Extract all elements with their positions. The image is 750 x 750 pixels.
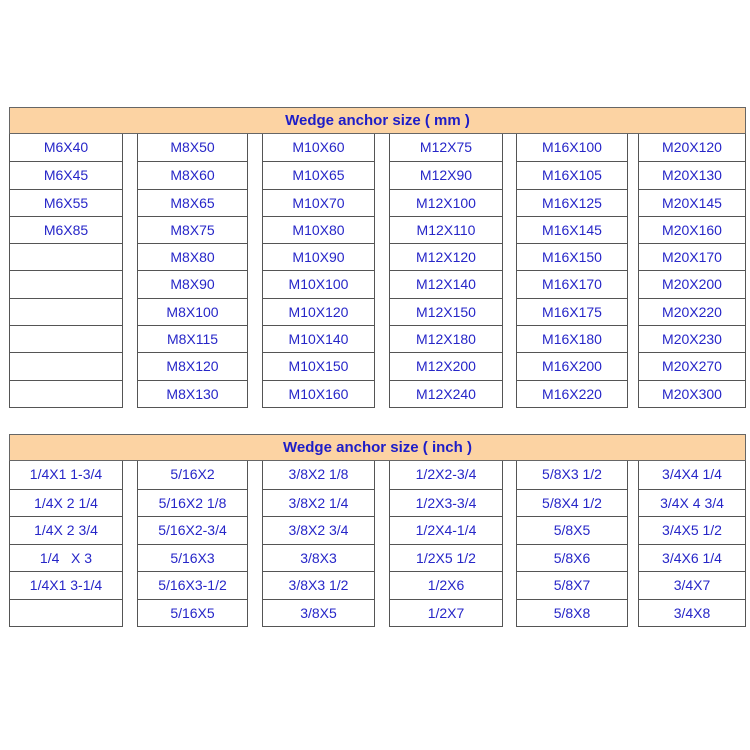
- size-cell: 1/2X2-3/4: [415, 466, 477, 482]
- size-cell: M20X220: [639, 298, 745, 325]
- size-cell: M16X100: [542, 139, 602, 155]
- size-cell: M12X120: [390, 243, 502, 270]
- inch-table-title: Wedge anchor size ( inch ): [9, 434, 746, 461]
- size-cell: M8X50: [170, 139, 215, 155]
- size-cell: 5/8X5: [517, 516, 627, 544]
- size-cell: 3/8X2 1/4: [263, 489, 374, 517]
- size-cell: M20X270: [639, 352, 745, 379]
- size-column: [389, 461, 503, 627]
- size-cell: 3/8X3 1/2: [263, 571, 374, 599]
- size-cell: 1/2X3-3/4: [390, 489, 502, 517]
- size-cell: M12X200: [390, 352, 502, 379]
- size-cell: M8X130: [138, 380, 247, 407]
- size-cell: 1/4X 2 1/4: [10, 489, 122, 517]
- size-cell: M10X100: [263, 270, 374, 297]
- size-cell: M12X180: [390, 325, 502, 352]
- size-cell: 1/2X5 1/2: [390, 544, 502, 572]
- size-cell: M16X150: [517, 243, 627, 270]
- size-cell: [10, 270, 122, 297]
- size-cell: M10X65: [263, 161, 374, 188]
- size-cell: 1/2X4-1/4: [390, 516, 502, 544]
- size-cell: 3/4X5 1/2: [639, 516, 745, 544]
- size-cell: 3/4X 4 3/4: [639, 489, 745, 517]
- size-cell: M8X60: [138, 161, 247, 188]
- size-cell: 1/4X1 1-3/4: [29, 466, 103, 482]
- size-cell: M12X110: [390, 216, 502, 243]
- size-cell: [10, 325, 122, 352]
- size-column: [262, 461, 375, 627]
- size-cell: 5/8X4 1/2: [517, 489, 627, 517]
- size-cell: M6X55: [10, 189, 122, 216]
- size-column: [9, 461, 123, 627]
- size-cell: 5/8X7: [517, 571, 627, 599]
- size-cell: M6X45: [10, 161, 122, 188]
- size-cell: [10, 243, 122, 270]
- size-cell: 1/2X6: [390, 571, 502, 599]
- size-cell: [10, 352, 122, 379]
- size-cell: [10, 380, 122, 407]
- size-column: [262, 134, 375, 408]
- size-cell: 1/2X7: [390, 599, 502, 627]
- size-cell: 1/4X1 3-1/4: [10, 571, 122, 599]
- size-cell: M20X130: [639, 161, 745, 188]
- size-cell: 3/8X2 1/8: [288, 466, 349, 482]
- size-cell: M20X300: [639, 380, 745, 407]
- size-cell: 3/4X4 1/4: [662, 466, 722, 482]
- size-cell: M20X160: [639, 216, 745, 243]
- size-cell: M10X150: [263, 352, 374, 379]
- size-cell: M12X75: [419, 139, 473, 155]
- mm-size-table: [9, 107, 746, 402]
- size-cell: M10X140: [263, 325, 374, 352]
- size-cell: 5/16X3: [138, 544, 247, 572]
- size-cell: [10, 599, 122, 627]
- size-cell: 3/8X5: [263, 599, 374, 627]
- size-cell: 3/4X7: [639, 571, 745, 599]
- size-cell: 5/8X6: [517, 544, 627, 572]
- size-cell: [10, 298, 122, 325]
- size-cell: M8X115: [138, 325, 247, 352]
- size-column: [638, 134, 746, 408]
- size-cell: 5/8X8: [517, 599, 627, 627]
- size-cell: M16X105: [517, 161, 627, 188]
- inch-size-table: [9, 434, 746, 621]
- size-cell: 5/16X2: [170, 466, 215, 482]
- size-cell: M16X200: [517, 352, 627, 379]
- size-cell: M20X200: [639, 270, 745, 297]
- size-cell: M20X145: [639, 189, 745, 216]
- size-cell: M20X230: [639, 325, 745, 352]
- size-cell: M12X240: [390, 380, 502, 407]
- size-cell: M16X175: [517, 298, 627, 325]
- size-cell: M6X85: [10, 216, 122, 243]
- size-column: [137, 134, 248, 408]
- size-cell: M10X120: [263, 298, 374, 325]
- size-cell: 5/16X5: [138, 599, 247, 627]
- size-cell: 5/16X3-1/2: [138, 571, 247, 599]
- size-cell: M8X80: [138, 243, 247, 270]
- size-cell: 5/16X2 1/8: [138, 489, 247, 517]
- size-cell: M20X120: [662, 139, 722, 155]
- size-column: [9, 134, 123, 408]
- size-cell: M16X125: [517, 189, 627, 216]
- size-cell: M8X90: [138, 270, 247, 297]
- size-column: [137, 461, 248, 627]
- size-cell: 3/4X8: [639, 599, 745, 627]
- size-cell: M16X145: [517, 216, 627, 243]
- size-cell: M6X40: [43, 139, 89, 155]
- size-cell: M16X220: [517, 380, 627, 407]
- size-cell: M16X170: [517, 270, 627, 297]
- size-cell: M8X120: [138, 352, 247, 379]
- size-column: [516, 461, 628, 627]
- size-cell: 1/4 X 3: [10, 544, 122, 572]
- size-cell: 3/8X3: [263, 544, 374, 572]
- size-cell: 3/4X6 1/4: [639, 544, 745, 572]
- size-cell: M8X75: [138, 216, 247, 243]
- size-cell: M10X80: [263, 216, 374, 243]
- size-cell: 5/8X3 1/2: [542, 466, 602, 482]
- size-cell: M8X65: [138, 189, 247, 216]
- size-cell: M12X150: [390, 298, 502, 325]
- size-cell: 5/16X2-3/4: [138, 516, 247, 544]
- size-cell: M10X160: [263, 380, 374, 407]
- size-column: [638, 461, 746, 627]
- size-cell: M12X140: [390, 270, 502, 297]
- size-cell: M8X100: [138, 298, 247, 325]
- mm-table-title: Wedge anchor size ( mm ): [9, 107, 746, 134]
- size-cell: M10X70: [263, 189, 374, 216]
- size-cell: M20X170: [639, 243, 745, 270]
- size-cell: M10X90: [263, 243, 374, 270]
- size-cell: M16X180: [517, 325, 627, 352]
- size-cell: M10X60: [292, 139, 345, 155]
- size-cell: M12X100: [390, 189, 502, 216]
- size-cell: M12X90: [390, 161, 502, 188]
- size-column: [389, 134, 503, 408]
- size-cell: 1/4X 2 3/4: [10, 516, 122, 544]
- size-cell: 3/8X2 3/4: [263, 516, 374, 544]
- size-column: [516, 134, 628, 408]
